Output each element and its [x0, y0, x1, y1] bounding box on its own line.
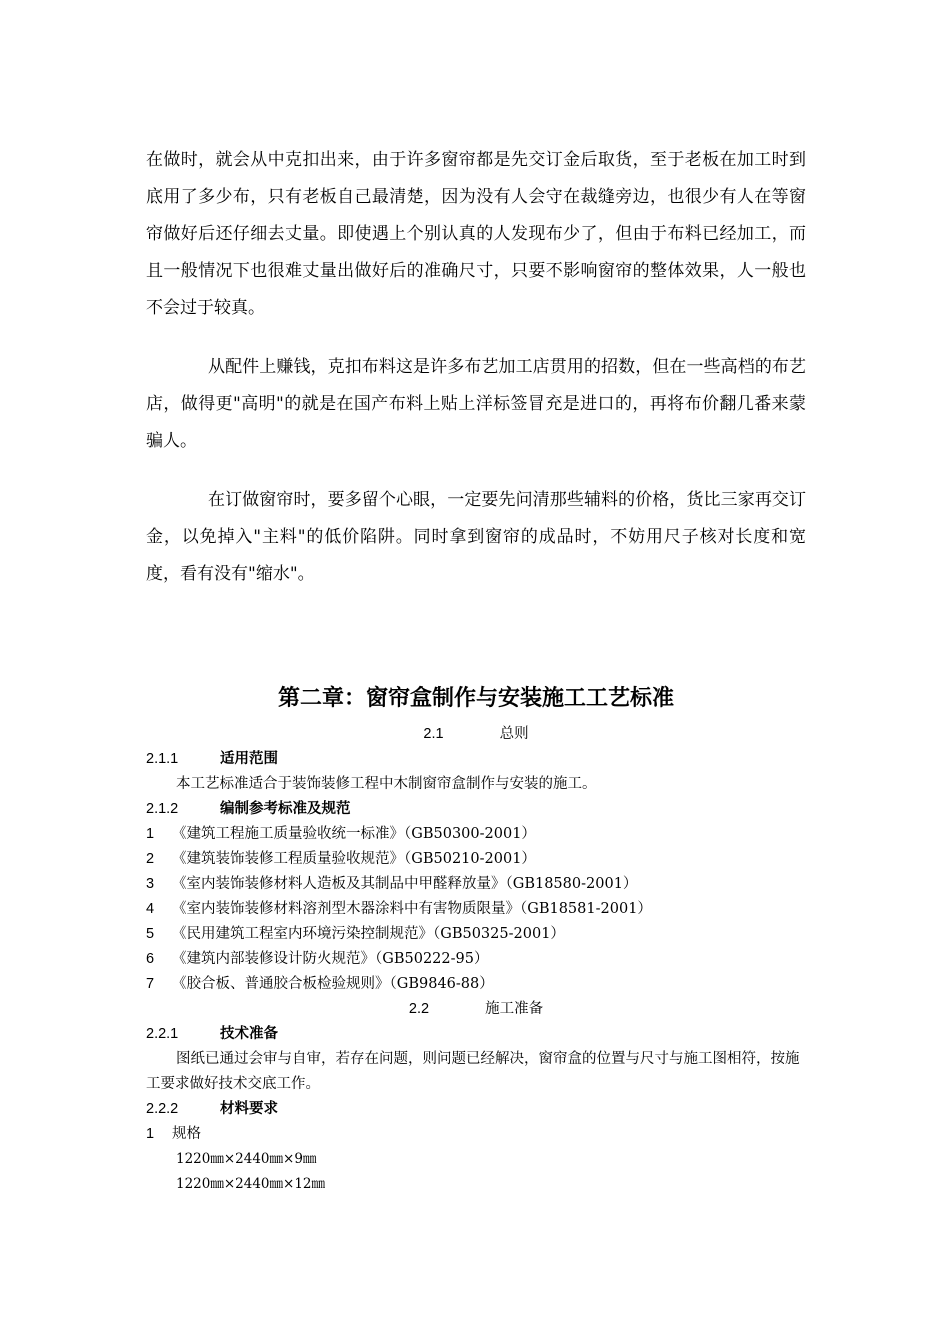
- list-text: 《建筑内部装修设计防火规范》（GB50222-95）: [172, 951, 489, 967]
- list-index: 1: [146, 826, 155, 842]
- section-2-1-2-heading: [146, 797, 806, 822]
- list-index: 1: [146, 1126, 155, 1142]
- intro-paragraph-1: 在做时，就会从中克扣出来，由于许多窗帘都是先交订金后取货，至于老板在加工时到底用了多少布，只有老板自己最清楚，因为没有人会守在裁缝旁边，也很少有人在等窗帘做好后还仔细去丈量。即使遇上个别认真的人发现布少了，但由于布料已经加工，而且一般情况下也很难丈量出做好后的准确尺寸，只要不影响窗帘的整体效果，人一般也不会过于较真。: [146, 150, 806, 318]
- section-number: 2.1.2: [146, 801, 179, 817]
- section-number: 2.2.2: [146, 1101, 179, 1117]
- list-item: [146, 922, 806, 947]
- list-index: 5: [146, 926, 155, 942]
- section-label: 适用范围: [220, 751, 278, 767]
- intro-paragraph-2: 从配件上赚钱，克扣布料这是许多布艺加工店贯用的招数，但在一些高档的布艺店，做得更"高明"的就是在国产布料上贴上洋标签冒充是进口的，再将布价翻几番来蒙骗人。: [146, 357, 806, 451]
- section-label: 技术准备: [220, 1026, 278, 1042]
- section-number: 2.1: [423, 726, 444, 742]
- scope-paragraph: 本工艺标准适合于装饰装修工程中木制窗帘盒制作与安装的施工。: [176, 776, 597, 792]
- list-item: [146, 972, 806, 997]
- section-number: 2.2: [408, 1001, 430, 1017]
- chapter-title: 第二章：窗帘盒制作与安装施工工艺标准: [277, 685, 674, 711]
- list-item: [146, 847, 806, 872]
- spec-line-1: 1220㎜×2440㎜×9㎜: [176, 1151, 317, 1167]
- section-label: 材料要求: [220, 1101, 278, 1117]
- list-item: [146, 822, 806, 847]
- list-text: 《建筑装饰装修工程质量验收规范》（GB50210-2001）: [172, 851, 536, 867]
- list-index: 7: [146, 976, 155, 992]
- section-label: 施工准备: [485, 1001, 544, 1017]
- materials-list: [146, 1122, 806, 1147]
- intro-paragraph-3: 在订做窗帘时，要多留个心眼，一定要先问清那些辅料的价格，货比三家再交订金，以免掉入"主料"的低价陷阱。同时拿到窗帘的成品时，不妨用尺子核对长度和宽度，看有没有"缩水"。: [146, 490, 806, 584]
- section-label: 编制参考标准及规范: [220, 801, 351, 817]
- section-2-2-heading: [146, 997, 806, 1022]
- section-2-2-2-heading: [146, 1097, 806, 1122]
- list-text: 规格: [172, 1126, 201, 1142]
- list-text: 《室内装饰装修材料溶剂型木器涂料中有害物质限量》（GB18581-2001）: [172, 901, 652, 917]
- technical-prep-paragraph: 图纸已通过会审与自审，若存在问题，则问题已经解决，窗帘盒的位置与尺寸与施工图相符，按施工要求做好技术交底工作。: [146, 1051, 800, 1092]
- list-index: 3: [146, 876, 155, 892]
- list-item: [146, 947, 806, 972]
- section-label: 总则: [499, 726, 529, 742]
- list-text: 《室内装饰装修材料人造板及其制品中甲醛释放量》（GB18580-2001）: [172, 876, 638, 892]
- standards-list: [146, 822, 806, 997]
- list-text: 《胶合板、普通胶合板检验规则》（GB9846-88）: [172, 976, 494, 992]
- list-index: 2: [146, 851, 155, 867]
- list-index: 6: [146, 951, 155, 967]
- list-item: [146, 872, 806, 897]
- section-2-2-1-heading: [146, 1022, 806, 1047]
- list-item: [146, 1122, 806, 1147]
- list-text: 《民用建筑工程室内环境污染控制规范》（GB50325-2001）: [172, 926, 565, 942]
- section-2-1-heading: [146, 722, 806, 747]
- spec-line-2: 1220㎜×2440㎜×12㎜: [176, 1176, 326, 1192]
- list-text: 《建筑工程施工质量验收统一标准》（GB50300-2001）: [172, 826, 536, 842]
- section-number: 2.2.1: [146, 1026, 179, 1042]
- section-number: 2.1.1: [146, 751, 179, 767]
- section-2-1-1-heading: [146, 747, 806, 772]
- list-item: [146, 897, 806, 922]
- list-index: 4: [146, 901, 155, 917]
